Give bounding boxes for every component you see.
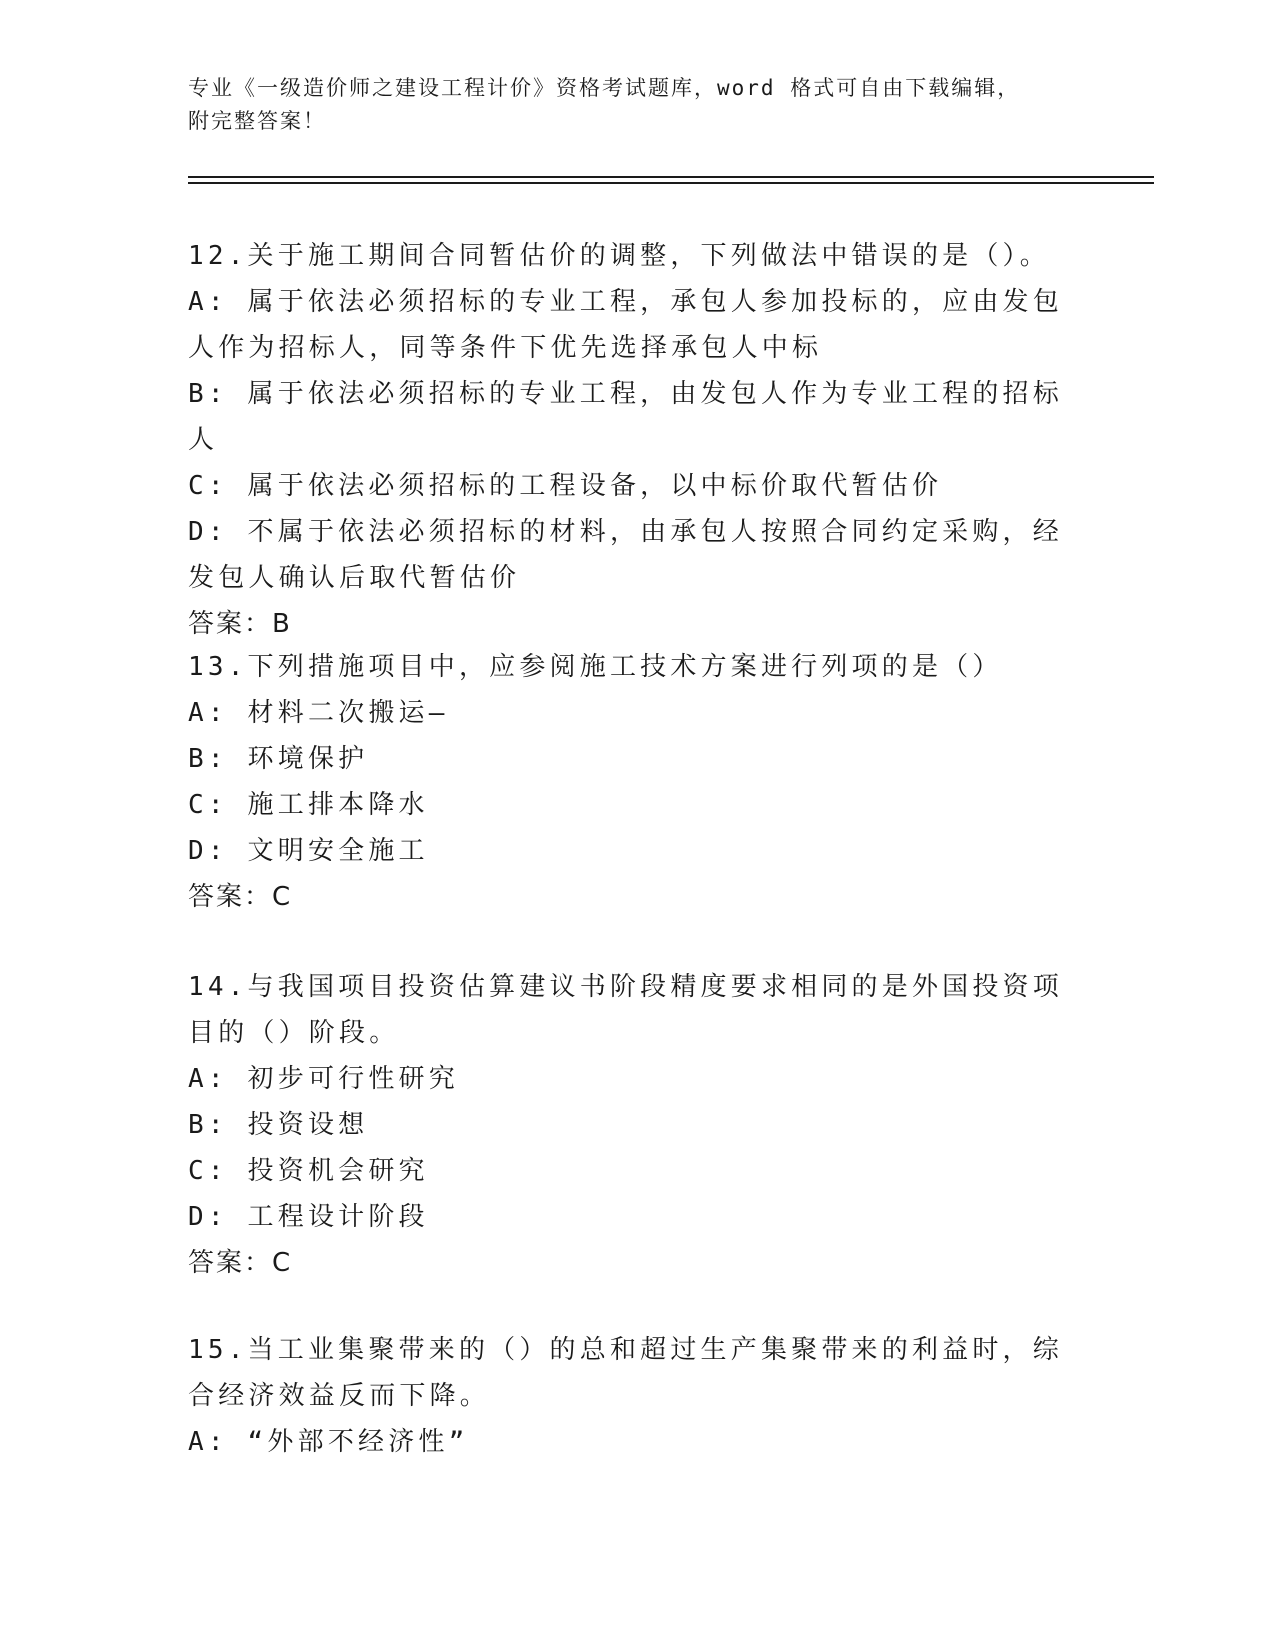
option-d: D: 不属于依法必须招标的材料，由承包人按照合同约定采购，经发包人确认后取代暂估价 (188, 517, 1063, 593)
header-line-1: 专业《一级造价师之建设工程计价》资格考试题库，word 格式可自由下载编辑， (188, 76, 1021, 100)
option-a: A: 属于依法必须招标的专业工程，承包人参加投标的，应由发包人作为招标人，同等条件下优先选择承包人中标 (188, 287, 1063, 363)
question-stem: 14.与我国项目投资估算建议书阶段精度要求相同的是外国投资项目的（）阶段。 (188, 972, 1063, 1048)
option-d: D: 文明安全施工 (188, 836, 429, 866)
document-header (188, 72, 1088, 138)
option-d: D: 工程设计阶段 (188, 1202, 429, 1232)
answer: 答案：C (188, 1248, 293, 1278)
question-12 (188, 233, 1078, 647)
question-stem: 15.当工业集聚带来的（）的总和超过生产集聚带来的利益时，综合经济效益反而下降。 (188, 1335, 1063, 1411)
option-a: A: 材料二次搬运— (188, 698, 449, 728)
option-c: C: 投资机会研究 (188, 1156, 429, 1186)
option-b: B: 环境保护 (188, 744, 369, 774)
question-13 (188, 644, 1078, 920)
question-stem: 12.关于施工期间合同暂估价的调整，下列做法中错误的是（）。 (188, 241, 1050, 271)
question-14 (188, 964, 1078, 1286)
option-b: B: 投资设想 (188, 1110, 369, 1140)
question-15 (188, 1327, 1078, 1465)
header-line-2: 附完整答案！ (188, 109, 326, 133)
header-divider-top (188, 176, 1154, 178)
option-a: A: “外部不经济性” (188, 1427, 469, 1457)
option-a: A: 初步可行性研究 (188, 1064, 459, 1094)
option-c: C: 属于依法必须招标的工程设备，以中标价取代暂估价 (188, 471, 943, 501)
question-stem: 13.下列措施项目中，应参阅施工技术方案进行列项的是（） (188, 652, 1003, 682)
option-b: B: 属于依法必须招标的专业工程，由发包人作为专业工程的招标人 (188, 379, 1063, 455)
answer: 答案：C (188, 882, 293, 912)
answer: 答案：B (188, 609, 292, 639)
header-divider-bottom (188, 182, 1154, 184)
option-c: C: 施工排本降水 (188, 790, 429, 820)
